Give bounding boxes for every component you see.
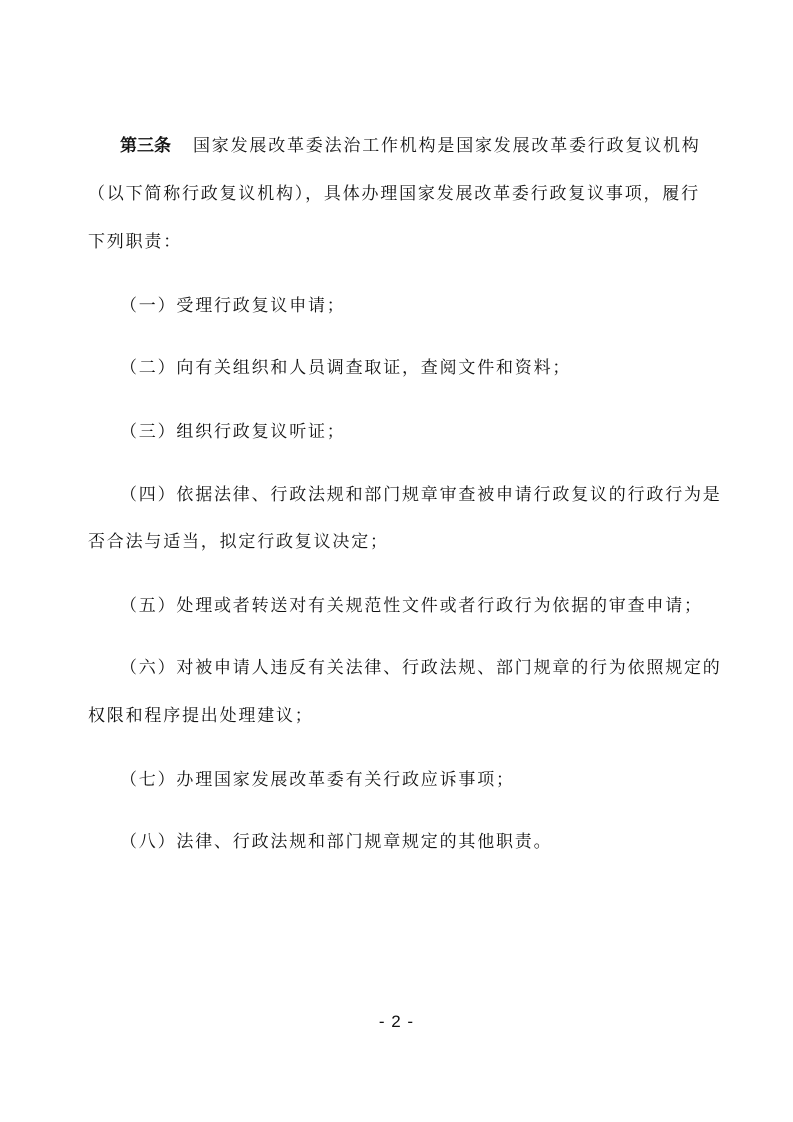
article-text-line-2: （以下简称行政复议机构），具体办理国家发展改革委行政复议事项，履行	[88, 184, 700, 204]
article-heading: 第三条	[120, 136, 171, 156]
duty-item-1: （一）受理行政复议申请；	[120, 296, 346, 316]
page-number: - 2 -	[378, 1012, 415, 1031]
duty-item-5: （五）处理或者转送对有关规范性文件或者行政行为依据的审查申请；	[120, 596, 703, 616]
duty-item-6-line-1: （六）对被申请人违反有关法律、行政法规、部门规章的行为依照规定的	[120, 658, 722, 678]
article-text-line-1: 国家发展改革委法治工作机构是国家发展改革委行政复议机构	[193, 136, 701, 156]
duty-item-4-line-1: （四）依据法律、行政法规和部门规章审查被申请行政复议的行政行为是	[120, 485, 722, 505]
article-text-line-3: 下列职责：	[88, 232, 182, 252]
duty-item-3: （三）组织行政复议听证；	[120, 422, 346, 442]
duty-item-2: （二）向有关组织和人员调查取证，查阅文件和资料；	[120, 358, 572, 378]
duty-item-6-line-2: 权限和程序提出处理建议；	[88, 706, 314, 726]
duty-item-7: （七）办理国家发展改革委有关行政应诉事项；	[120, 770, 515, 790]
article-3-line-1	[120, 134, 710, 158]
duty-item-4-line-2: 否合法与适当，拟定行政复议决定；	[88, 532, 389, 552]
duty-item-8: （八）法律、行政法规和部门规章规定的其他职责。	[120, 832, 553, 852]
